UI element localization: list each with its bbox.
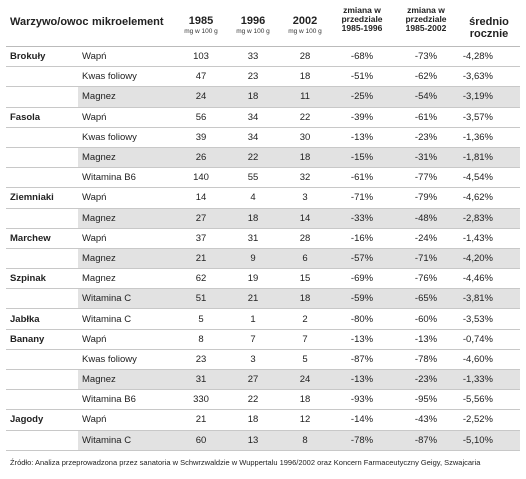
table-row — [6, 228, 520, 248]
value-2002-cell: 8 — [280, 430, 330, 450]
value-1985-cell: 31 — [176, 370, 226, 390]
value-1985-cell: 37 — [176, 228, 226, 248]
value-1985-cell: 62 — [176, 269, 226, 289]
yearly-average-cell: -4,60% — [458, 349, 520, 369]
header-change-1985-1996: zmiana w przedziale 1985-1996 — [330, 6, 394, 47]
microelement-cell: Wapń — [78, 228, 176, 248]
yearly-average-cell: -4,28% — [458, 47, 520, 67]
nutrient-table — [6, 6, 520, 451]
change-1985-2002-cell: -71% — [394, 248, 458, 268]
value-1985-cell: 14 — [176, 188, 226, 208]
value-1985-cell: 39 — [176, 127, 226, 147]
change-1985-2002-cell: -78% — [394, 349, 458, 369]
vegetable-cell: Banany — [6, 329, 78, 349]
change-1985-1996-cell: -25% — [330, 87, 394, 107]
table-row — [6, 47, 520, 67]
change-1985-1996-cell: -68% — [330, 47, 394, 67]
change-1985-1996-cell: -57% — [330, 248, 394, 268]
change-1985-1996-cell: -93% — [330, 390, 394, 410]
yearly-average-cell: -5,56% — [458, 390, 520, 410]
value-1985-cell: 24 — [176, 87, 226, 107]
vegetable-cell — [6, 208, 78, 228]
table-row — [6, 127, 520, 147]
change-1985-2002-cell: -23% — [394, 370, 458, 390]
vegetable-cell — [6, 349, 78, 369]
yearly-average-cell: -4,54% — [458, 168, 520, 188]
value-1996-cell: 27 — [226, 370, 280, 390]
change-1985-2002-cell: -77% — [394, 168, 458, 188]
value-2002-cell: 7 — [280, 329, 330, 349]
value-1985-cell: 26 — [176, 147, 226, 167]
change-1985-1996-cell: -78% — [330, 430, 394, 450]
table-row — [6, 269, 520, 289]
value-1996-cell: 23 — [226, 67, 280, 87]
yearly-average-cell: -3,53% — [458, 309, 520, 329]
header-yearly-average: średnio rocznie — [458, 6, 520, 47]
vegetable-cell — [6, 390, 78, 410]
yearly-average-cell: -4,20% — [458, 248, 520, 268]
yearly-average-cell: -1,33% — [458, 370, 520, 390]
value-1985-cell: 140 — [176, 168, 226, 188]
value-2002-cell: 14 — [280, 208, 330, 228]
microelement-cell: Magnez — [78, 370, 176, 390]
value-2002-cell: 18 — [280, 147, 330, 167]
value-2002-cell: 5 — [280, 349, 330, 369]
value-1985-cell: 23 — [176, 349, 226, 369]
table-row — [6, 248, 520, 268]
microelement-cell: Wapń — [78, 329, 176, 349]
change-1985-2002-cell: -54% — [394, 87, 458, 107]
microelement-cell: Witamina C — [78, 289, 176, 309]
yearly-average-cell: -5,10% — [458, 430, 520, 450]
table-row — [6, 370, 520, 390]
value-2002-cell: 28 — [280, 47, 330, 67]
change-1985-2002-cell: -48% — [394, 208, 458, 228]
vegetable-cell — [6, 370, 78, 390]
microelement-cell: Magnez — [78, 248, 176, 268]
change-1985-1996-cell: -13% — [330, 127, 394, 147]
yearly-average-cell: -3,81% — [458, 289, 520, 309]
table-row — [6, 329, 520, 349]
change-1985-2002-cell: -31% — [394, 147, 458, 167]
microelement-cell: Magnez — [78, 208, 176, 228]
vegetable-cell — [6, 87, 78, 107]
value-2002-cell: 28 — [280, 228, 330, 248]
table-header-row — [6, 6, 520, 47]
microelement-cell: Kwas foliowy — [78, 67, 176, 87]
table-row — [6, 349, 520, 369]
change-1985-1996-cell: -87% — [330, 349, 394, 369]
value-2002-cell: 11 — [280, 87, 330, 107]
yearly-average-cell: -2,83% — [458, 208, 520, 228]
table-row — [6, 107, 520, 127]
table-row — [6, 87, 520, 107]
value-1985-cell: 330 — [176, 390, 226, 410]
value-1996-cell: 18 — [226, 87, 280, 107]
change-1985-2002-cell: -76% — [394, 269, 458, 289]
change-1985-2002-cell: -23% — [394, 127, 458, 147]
change-1985-2002-cell: -24% — [394, 228, 458, 248]
header-2002: 2002 mg w 100 g — [280, 6, 330, 47]
value-1985-cell: 21 — [176, 410, 226, 430]
change-1985-2002-cell: -43% — [394, 410, 458, 430]
table-row — [6, 390, 520, 410]
value-1996-cell: 22 — [226, 147, 280, 167]
value-1985-cell: 56 — [176, 107, 226, 127]
value-1996-cell: 55 — [226, 168, 280, 188]
change-1985-1996-cell: -71% — [330, 188, 394, 208]
value-1996-cell: 7 — [226, 329, 280, 349]
change-1985-1996-cell: -13% — [330, 329, 394, 349]
yearly-average-cell: -1,36% — [458, 127, 520, 147]
value-1996-cell: 33 — [226, 47, 280, 67]
value-1996-cell: 22 — [226, 390, 280, 410]
header-1985: 1985 mg w 100 g — [176, 6, 226, 47]
yearly-average-cell: -3,19% — [458, 87, 520, 107]
table-row — [6, 188, 520, 208]
value-1996-cell: 4 — [226, 188, 280, 208]
yearly-average-cell: -2,52% — [458, 410, 520, 430]
vegetable-cell: Ziemniaki — [6, 188, 78, 208]
change-1985-2002-cell: -62% — [394, 67, 458, 87]
header-microelement: mikroelement — [78, 6, 176, 47]
microelement-cell: Magnez — [78, 147, 176, 167]
change-1985-1996-cell: -13% — [330, 370, 394, 390]
value-2002-cell: 12 — [280, 410, 330, 430]
value-1996-cell: 9 — [226, 248, 280, 268]
table-row — [6, 430, 520, 450]
vegetable-cell: Marchew — [6, 228, 78, 248]
vegetable-cell — [6, 127, 78, 147]
microelement-cell: Witamina B6 — [78, 168, 176, 188]
microelement-cell: Wapń — [78, 188, 176, 208]
vegetable-cell: Brokuły — [6, 47, 78, 67]
change-1985-2002-cell: -65% — [394, 289, 458, 309]
value-2002-cell: 2 — [280, 309, 330, 329]
microelement-cell: Magnez — [78, 87, 176, 107]
vegetable-cell — [6, 289, 78, 309]
yearly-average-cell: -1,43% — [458, 228, 520, 248]
change-1985-1996-cell: -16% — [330, 228, 394, 248]
value-2002-cell: 22 — [280, 107, 330, 127]
change-1985-1996-cell: -51% — [330, 67, 394, 87]
yearly-average-cell: -4,62% — [458, 188, 520, 208]
table-row — [6, 67, 520, 87]
value-1985-cell: 51 — [176, 289, 226, 309]
microelement-cell: Witamina C — [78, 309, 176, 329]
change-1985-1996-cell: -33% — [330, 208, 394, 228]
change-1985-1996-cell: -69% — [330, 269, 394, 289]
vegetable-cell: Jagody — [6, 410, 78, 430]
yearly-average-cell: -3,57% — [458, 107, 520, 127]
value-1996-cell: 1 — [226, 309, 280, 329]
change-1985-2002-cell: -60% — [394, 309, 458, 329]
value-2002-cell: 3 — [280, 188, 330, 208]
value-2002-cell: 18 — [280, 289, 330, 309]
header-vegetable: Warzywo/owoc — [6, 6, 78, 47]
table-row — [6, 309, 520, 329]
value-1996-cell: 21 — [226, 289, 280, 309]
change-1985-2002-cell: -79% — [394, 188, 458, 208]
vegetable-cell: Jabłka — [6, 309, 78, 329]
value-1985-cell: 47 — [176, 67, 226, 87]
value-1996-cell: 19 — [226, 269, 280, 289]
value-1985-cell: 27 — [176, 208, 226, 228]
value-2002-cell: 6 — [280, 248, 330, 268]
table-row — [6, 289, 520, 309]
vegetable-cell: Fasola — [6, 107, 78, 127]
source-note: Źródło: Analiza przeprowadzona przez sanatoria w Schwrzwaldzie w Wuppertalu 1996/2002 oraz Koncern Farmaceutyczny Geigy, Szwajcaria — [10, 458, 481, 467]
value-1996-cell: 31 — [226, 228, 280, 248]
value-1985-cell: 103 — [176, 47, 226, 67]
yearly-average-cell: -4,46% — [458, 269, 520, 289]
vegetable-cell — [6, 168, 78, 188]
value-1996-cell: 18 — [226, 208, 280, 228]
value-2002-cell: 32 — [280, 168, 330, 188]
microelement-cell: Witamina C — [78, 430, 176, 450]
value-1985-cell: 8 — [176, 329, 226, 349]
change-1985-2002-cell: -13% — [394, 329, 458, 349]
value-1985-cell: 21 — [176, 248, 226, 268]
header-1996: 1996 mg w 100 g — [226, 6, 280, 47]
change-1985-2002-cell: -61% — [394, 107, 458, 127]
table-row — [6, 147, 520, 167]
yearly-average-cell: -3,63% — [458, 67, 520, 87]
value-2002-cell: 18 — [280, 67, 330, 87]
vegetable-cell — [6, 147, 78, 167]
header-change-1985-2002: zmiana w przedziale 1985-2002 — [394, 6, 458, 47]
change-1985-1996-cell: -14% — [330, 410, 394, 430]
table-row — [6, 208, 520, 228]
value-2002-cell: 24 — [280, 370, 330, 390]
table-row — [6, 410, 520, 430]
microelement-cell: Wapń — [78, 107, 176, 127]
vegetable-cell — [6, 248, 78, 268]
value-1996-cell: 3 — [226, 349, 280, 369]
microelement-cell: Kwas foliowy — [78, 127, 176, 147]
change-1985-1996-cell: -39% — [330, 107, 394, 127]
change-1985-1996-cell: -59% — [330, 289, 394, 309]
microelement-cell: Kwas foliowy — [78, 349, 176, 369]
value-1996-cell: 13 — [226, 430, 280, 450]
change-1985-1996-cell: -61% — [330, 168, 394, 188]
microelement-cell: Witamina B6 — [78, 390, 176, 410]
vegetable-cell — [6, 430, 78, 450]
yearly-average-cell: -0,74% — [458, 329, 520, 349]
value-1985-cell: 5 — [176, 309, 226, 329]
change-1985-1996-cell: -80% — [330, 309, 394, 329]
value-2002-cell: 30 — [280, 127, 330, 147]
value-2002-cell: 18 — [280, 390, 330, 410]
vegetable-cell: Szpinak — [6, 269, 78, 289]
value-1996-cell: 34 — [226, 107, 280, 127]
value-1996-cell: 34 — [226, 127, 280, 147]
value-1985-cell: 60 — [176, 430, 226, 450]
change-1985-2002-cell: -95% — [394, 390, 458, 410]
change-1985-1996-cell: -15% — [330, 147, 394, 167]
microelement-cell: Magnez — [78, 269, 176, 289]
value-1996-cell: 18 — [226, 410, 280, 430]
change-1985-2002-cell: -87% — [394, 430, 458, 450]
value-2002-cell: 15 — [280, 269, 330, 289]
microelement-cell: Wapń — [78, 47, 176, 67]
microelement-cell: Wapń — [78, 410, 176, 430]
vegetable-cell — [6, 67, 78, 87]
change-1985-2002-cell: -73% — [394, 47, 458, 67]
table-row — [6, 168, 520, 188]
yearly-average-cell: -1,81% — [458, 147, 520, 167]
